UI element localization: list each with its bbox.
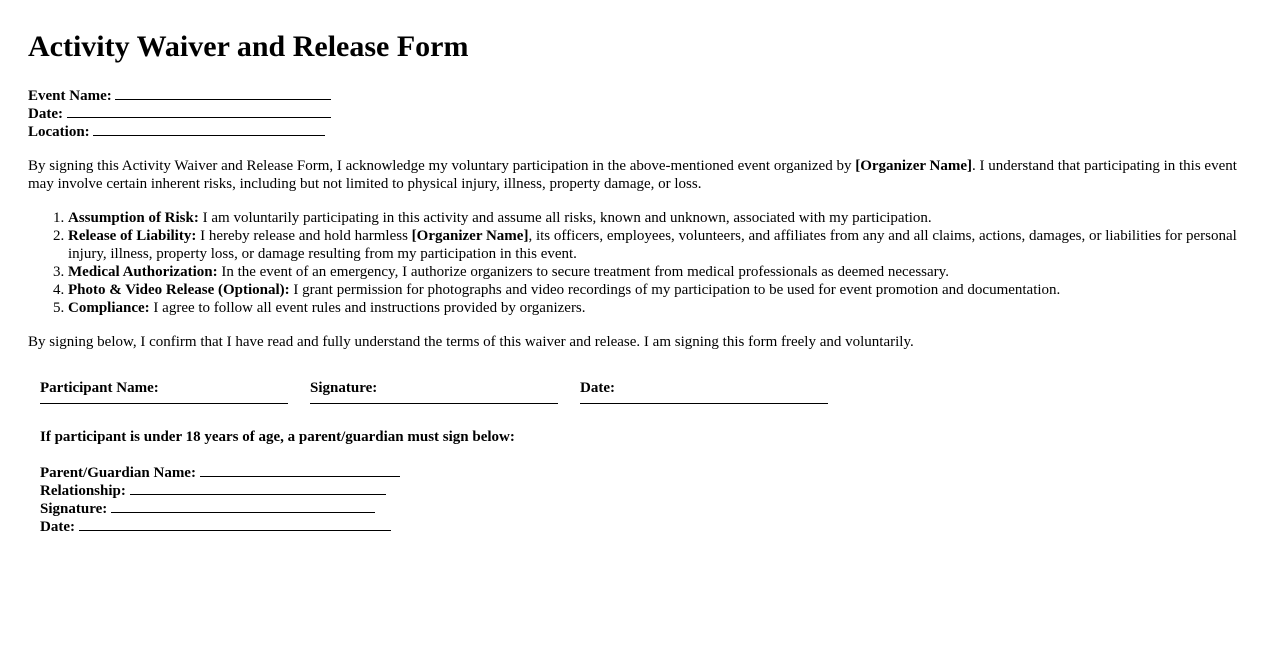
date-blank[interactable] — [67, 105, 331, 118]
confirm-paragraph: By signing below, I confirm that I have read and fully understand the terms of this waiver and release. I am signing this form freely and voluntarily. — [28, 334, 914, 350]
guardian-signature-field[interactable]: Signature: — [40, 500, 1250, 518]
list-item: 4. Photo & Video Release (Optional): I grant permission for photographs and video recordings of my participation to be used for event promotion and documentation. — [68, 281, 1250, 299]
relationship-blank[interactable] — [130, 482, 386, 495]
location-blank[interactable] — [93, 123, 325, 136]
guardian-section — [40, 428, 1250, 536]
guardian-name-blank[interactable] — [200, 464, 400, 477]
date-field[interactable]: Date: — [28, 105, 1250, 123]
signature-line[interactable] — [310, 397, 558, 404]
list-item: 3. Medical Authorization: In the event of an emergency, I authorize organizers to secure treatment from medical professionals as deemed necessary. — [68, 263, 1250, 281]
event-name-blank[interactable] — [115, 87, 331, 100]
relationship-field[interactable]: Relationship: — [40, 482, 1250, 500]
list-item: 5. Compliance: I agree to follow all event rules and instructions provided by organizers. — [68, 299, 1250, 317]
participant-name-block[interactable]: Participant Name: — [40, 379, 288, 404]
guardian-note: If participant is under 18 years of age, a parent/guardian must sign below: — [40, 429, 515, 445]
guardian-date-field[interactable]: Date: — [40, 518, 1250, 536]
event-fields — [28, 87, 1250, 141]
signature-block[interactable]: Signature: — [310, 379, 558, 404]
intro-paragraph: By signing this Activity Waiver and Release Form, I acknowledge my voluntary participation in the above-mentioned event organized by [Organizer Name]. I understand that participating in this event may involve certain inherent risks, including but not limited to physical injury, illness, property damage, or loss. — [28, 158, 1237, 192]
guardian-signature-blank[interactable] — [111, 500, 375, 513]
event-name-field[interactable]: Event Name: — [28, 87, 1250, 105]
guardian-date-blank[interactable] — [79, 518, 391, 531]
date-block[interactable]: Date: — [580, 379, 828, 404]
page-title: Activity Waiver and Release Form — [28, 30, 469, 63]
signature-section — [40, 379, 1250, 404]
participant-name-line[interactable] — [40, 397, 288, 404]
terms-list — [28, 209, 1250, 317]
guardian-name-field[interactable]: Parent/Guardian Name: — [40, 464, 1250, 482]
date-line[interactable] — [580, 397, 828, 404]
location-field[interactable]: Location: — [28, 123, 1250, 141]
list-item: 1. Assumption of Risk: I am voluntarily participating in this activity and assume all risks, known and unknown, associated with my participation. — [68, 209, 1250, 227]
list-item: 2. Release of Liability: I hereby release and hold harmless [Organizer Name], its officers, employees, volunteers, and affiliates from any and all claims, actions, damages, or liabilities for personal injury, illness, property loss, or damage resulting from my participation in this event. — [68, 227, 1250, 263]
